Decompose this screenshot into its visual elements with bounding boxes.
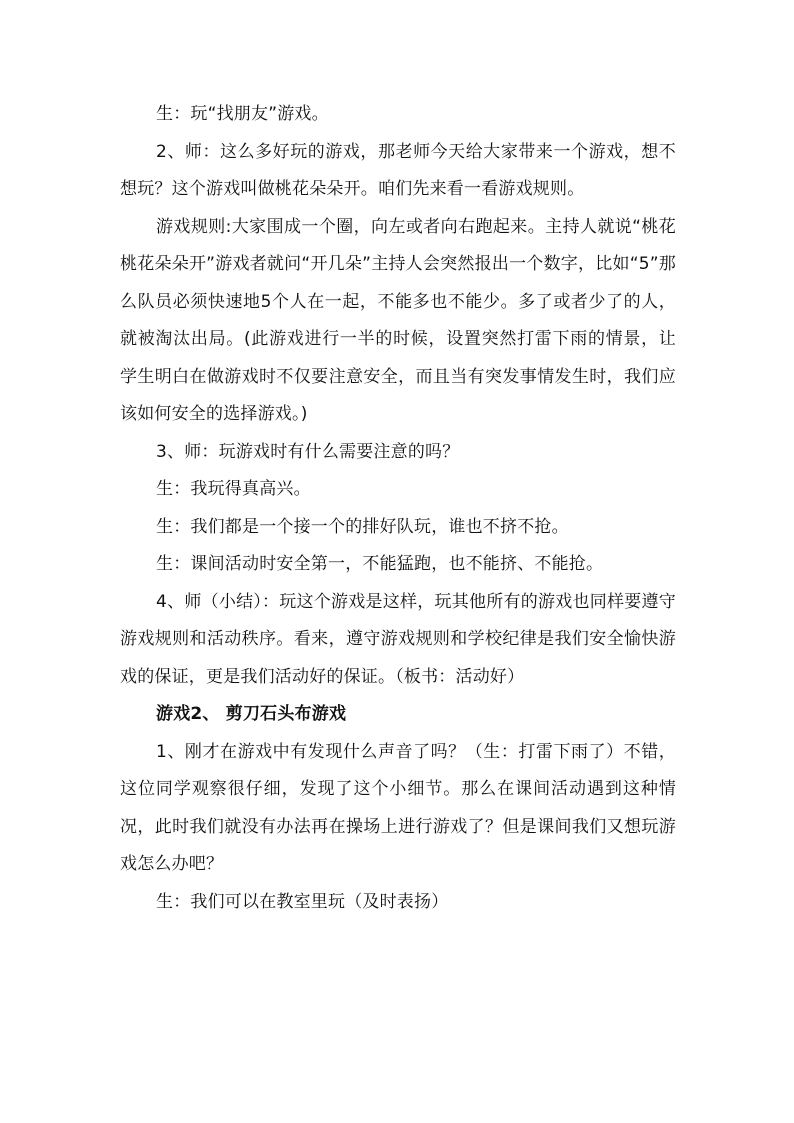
paragraph-teacher-question-safety: 3、师：玩游戏时有什么需要注意的吗？ [156,441,460,462]
paragraph-student-answer-queue: 生：我们都是一个接一个的排好队玩，谁也不挤不抢。 [156,516,569,537]
section-heading-game-2: 游戏2、 剪刀石头布游戏 [156,704,347,724]
paragraph-student-answer-safety-first: 生：课间活动时安全第一，不能猛跑，也不能挤、不能抢。 [156,554,604,574]
paragraph-teacher-intro-game: 2、师：这么多好玩的游戏，那老师今天给大家带来一个游戏，想不想玩？这个游戏叫做桃花朵朵开。咱们先来看一看游戏规则。 [120,141,676,199]
paragraph-teacher-summary: 4、师（小结）：玩这个游戏是这样，玩其他所有的游戏也同样要遵守游戏规则和活动秩序。看来，遵守游戏规则和学校纪律是我们安全愉快游戏的保证，更是我们活动好的保证。（板书：活动好） [120,591,676,687]
paragraph-student-answer-happy: 生：我玩得真高兴。 [156,479,311,499]
paragraph-teacher-thunder-question: 1、刚才在游戏中有发现什么声音了吗？（生：打雷下雨了）不错，这位同学观察很仔细，发现了这个小细节。那么在课间活动遇到这种情况，此时我们就没有办法再在操场上进行游戏了？但是课间我们又想玩游戏怎么办吧？ [120,741,676,874]
paragraph-game-rules: 游戏规则:大家围成一个圈，向左或者向右跑起来。主持人就说“桃花桃花朵朵开”游戏者就问“开几朵”主持人会突然报出一个数字，比如“5”那么队员必须快速地5个人在一起，不能多也不能少。多了或者少了的人，就被淘汰出局。(此游戏进行一半的时候，设置突然打雷下雨的情景，让学生明白在做游戏时不仅要注意安全，而且当有突发事情发生时，我们应该如何安全的选择游戏。) [120,216,676,424]
paragraph-student-answer-find-friends: 生：玩“找朋友”游戏。 [156,104,329,124]
paragraph-student-answer-classroom: 生：我们可以在教室里玩（及时表扬） [156,891,449,912]
document-body [120,96,676,921]
